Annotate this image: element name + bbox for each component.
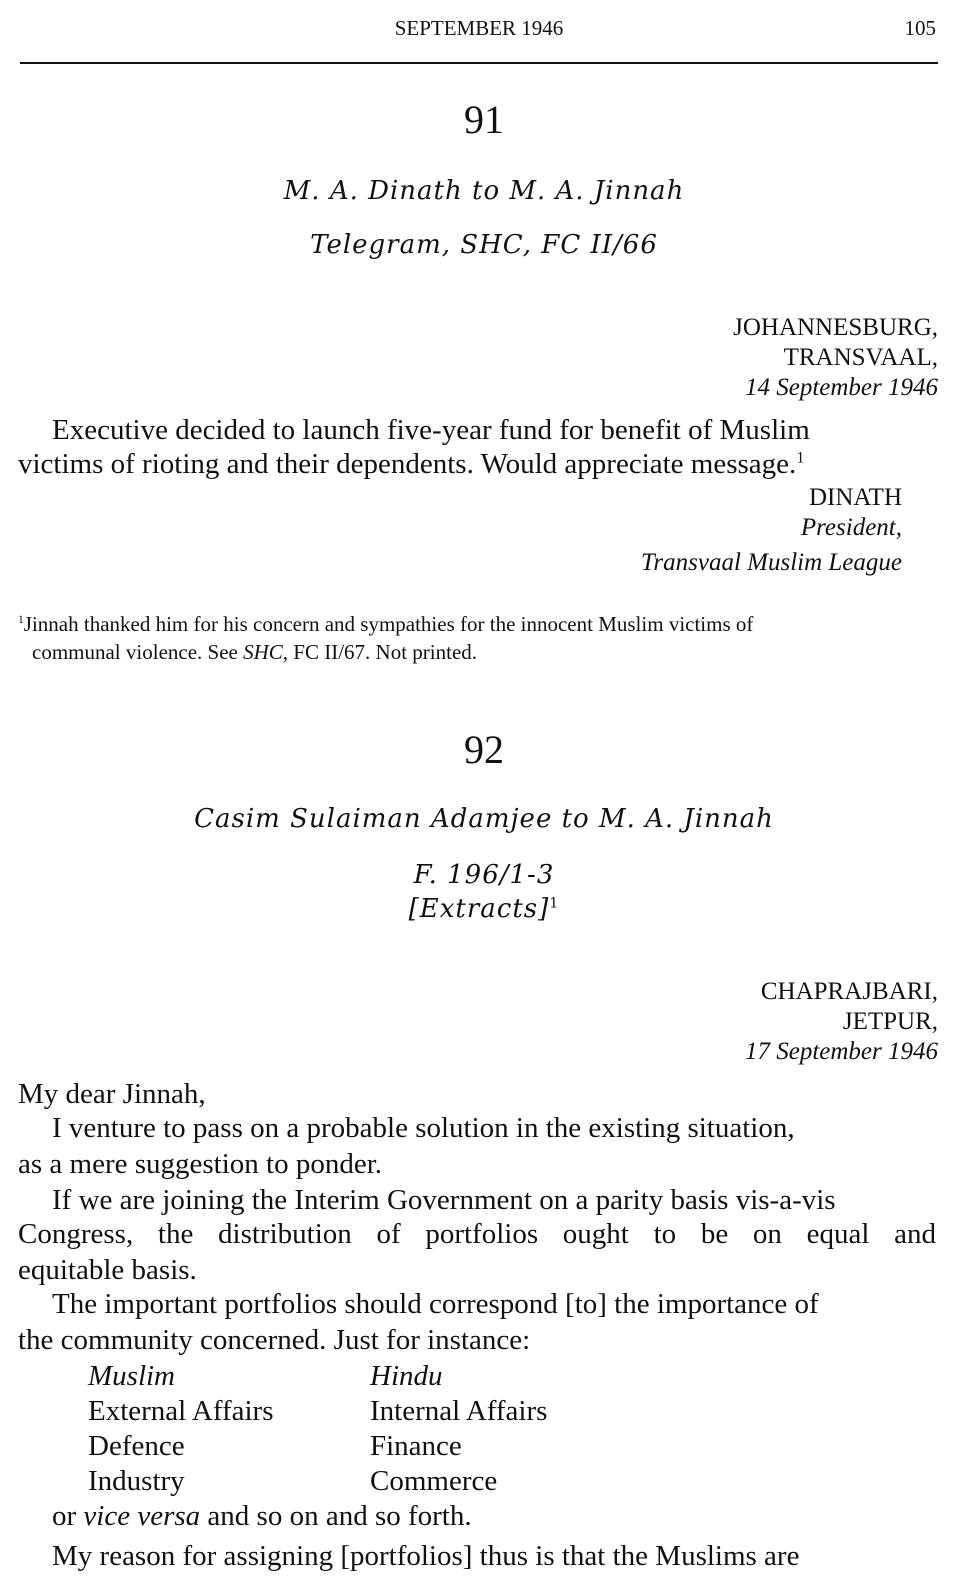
document-91-signature-name: DINATH	[808, 484, 902, 511]
document-91-title: M. A. Dinath to M. A. Jinnah	[283, 176, 685, 206]
extracts-label: [Extracts]	[408, 894, 550, 924]
after-table-text-b: and so on and so forth.	[200, 1500, 472, 1532]
paragraph-4-line-1: My reason for assigning [portfolios] thus is that the Muslims are	[52, 1540, 800, 1572]
paragraph-1-line-1: I venture to pass on a probable solution in the existing situation,	[52, 1112, 795, 1144]
document-91-body-line-2	[18, 448, 936, 481]
document-92-place-line-1: CHAPRAJBARI,	[760, 978, 938, 1005]
table-header-muslim: Muslim	[88, 1360, 175, 1392]
document-91-place-line-2: TRANSVAAL,	[783, 344, 938, 371]
document-91-body-line-2-text: victims of rioting and their dependents. Would appreciate message.	[18, 448, 797, 480]
document-92-salutation: My dear Jinnah,	[18, 1078, 206, 1110]
document-92-title: Casim Sulaiman Adamjee to M. A. Jinnah	[194, 804, 774, 834]
document-91-body-line-1: Executive decided to launch five-year fund for benefit of Muslim	[52, 414, 810, 446]
footnote-reference-shc: SHC	[243, 640, 283, 664]
extracts-note-mark: 1	[549, 895, 560, 912]
header-rule	[20, 62, 938, 64]
paragraph-2-line-3: equitable basis.	[18, 1254, 197, 1286]
running-head	[20, 16, 938, 46]
table-row-1-muslim: External Affairs	[88, 1395, 274, 1427]
document-92-place-line-2: JETPUR,	[842, 1008, 938, 1035]
paragraph-2-line-1: If we are joining the Interim Government on a parity basis vis-a-vis	[52, 1184, 836, 1216]
page-number: 105	[904, 16, 936, 40]
table-header-hindu: Hindu	[370, 1360, 443, 1392]
table-row-2-muslim: Defence	[88, 1430, 185, 1462]
table-row-1-hindu: Internal Affairs	[370, 1395, 548, 1427]
document-91-date: 14 September 1946	[744, 374, 938, 401]
document-91-footnote-line-2	[32, 640, 950, 665]
document-92-source-note	[0, 894, 968, 924]
after-table-line	[52, 1500, 936, 1533]
table-row-3-muslim: Industry	[88, 1465, 185, 1497]
after-table-text-a: or	[52, 1500, 84, 1532]
footnote-reference-mark: 1	[796, 449, 805, 467]
table-row-3-hindu: Commerce	[370, 1465, 498, 1497]
document-91-source: Telegram, SHC, FC II/66	[310, 230, 658, 260]
table-row-2-hindu: Finance	[370, 1430, 462, 1462]
footnote-text-1: Jinnah thanked him for his concern and sympathies for the innocent Muslim victims of	[23, 612, 754, 636]
running-head-title: SEPTEMBER 1946	[394, 16, 564, 40]
document-92-number: 92	[464, 727, 504, 772]
paragraph-2-line-2: Congress, the distribution of portfolios ought to be on equal and	[18, 1218, 936, 1250]
document-91-number: 91	[464, 97, 504, 142]
after-table-vice-versa: vice versa	[83, 1500, 201, 1532]
paragraph-3-line-2: the community concerned. Just for instance:	[18, 1324, 531, 1356]
document-91-place-line-1: JOHANNESBURG,	[733, 314, 938, 341]
footnote-text-2b: , FC II/67. Not printed.	[282, 640, 478, 664]
document-91-signature-title-1: President,	[800, 514, 902, 541]
document-92-source: F. 196/1-3	[413, 860, 555, 890]
footnote-text-2a: communal violence. See	[32, 640, 244, 664]
footnote-mark: 1	[18, 614, 24, 626]
document-92-date: 17 September 1946	[744, 1038, 938, 1065]
paragraph-1-line-2: as a mere suggestion to ponder.	[18, 1148, 383, 1180]
paragraph-3-line-1: The important portfolios should correspond [to] the importance of	[52, 1288, 819, 1320]
document-91-footnote-line-1	[18, 612, 936, 637]
document-91-signature-title-2: Transvaal Muslim League	[640, 549, 902, 576]
